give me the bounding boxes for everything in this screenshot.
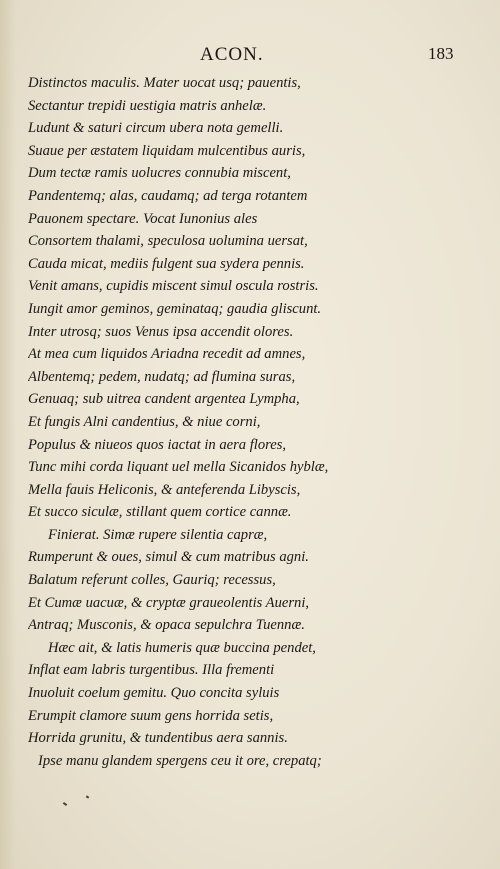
verse-line: Antraq; Musconis, & opaca sepulchra Tuennæ.	[28, 617, 305, 634]
ink-speck	[86, 795, 90, 798]
verse-line: Venit amans, cupidis miscent simul oscula rostris.	[28, 278, 319, 295]
verse-block	[28, 72, 490, 772]
page-number: 183	[428, 44, 454, 63]
verse-line: Et fungis Alni candentius, & niue corni,	[28, 413, 261, 430]
verse-line: Balatum referunt colles, Gauriq; recessus,	[28, 572, 276, 589]
verse-line: At mea cum liquidos Ariadna recedit ad amnes,	[28, 346, 306, 363]
verse-line: Inuoluit coelum gemitu. Quo concita syluis	[28, 685, 280, 702]
verse-line: Pandentemq; alas, caudamq; ad terga rotantem	[28, 187, 308, 204]
verse-line: Iungit amor geminos, geminataq; gaudia gliscunt.	[28, 300, 322, 317]
verse-line: Albentemq; pedem, nudatq; ad flumina suras,	[28, 368, 296, 385]
verse-line: Dum tectæ ramis uolucres connubia miscent,	[28, 165, 291, 182]
verse-line: Sectantur trepidi uestigia matris anhelæ.	[28, 97, 267, 114]
verse-line: Erumpit clamore suum gens horrida setis,	[28, 707, 274, 724]
verse-line: Finierat. Simæ rupere silentia capræ,	[48, 526, 268, 543]
verse-line: Suaue per æstatem liquidam mulcentibus auris,	[28, 142, 306, 159]
page-gutter-shadow	[0, 0, 16, 869]
verse-line: Consortem thalami, speculosa uolumina uersat,	[28, 233, 308, 250]
verse-line: Hæc ait, & latis humeris quæ buccina pendet,	[48, 639, 316, 656]
running-head: ACON.	[200, 44, 264, 65]
verse-line: Rumperunt & oues, simul & cum matribus agni.	[28, 549, 309, 566]
page-header	[0, 44, 500, 70]
verse-line: Distinctos maculis. Mater uocat usq; pauentis,	[28, 75, 301, 91]
verse-line: Populus & niueos quos iactat in aera flores,	[28, 436, 287, 453]
verse-line: Mella fauis Heliconis, & anteferenda Libyscis,	[28, 481, 301, 498]
verse-line: Horrida grunitu, & tundentibus aera sannis.	[28, 730, 288, 747]
verse-line: Ludunt & saturi circum ubera nota gemelli.	[28, 120, 284, 137]
verse-line: Inter utrosq; suos Venus ipsa accendit olores.	[28, 323, 294, 340]
verse-line: Ipse manu glandem spergens ceu it ore, crepatq;	[38, 752, 322, 769]
verse-line: Cauda micat, mediis fulgent sua sydera pennis.	[28, 255, 305, 272]
verse-line: Inflat eam labris turgentibus. Illa frementi	[28, 662, 275, 679]
verse-line: Pauonem spectare. Vocat Iunonius ales	[28, 210, 258, 227]
verse-line: Et Cumæ uacuæ, & cryptæ graueolentis Auerni,	[28, 594, 310, 611]
ink-speck	[63, 802, 67, 806]
verse-line: Genuaq; sub uitrea candent argentea Lympha,	[28, 391, 300, 408]
verse-line: Et succo siculæ, stillant quem cortice cannæ.	[28, 504, 292, 521]
verse-line: Tunc mihi corda liquant uel mella Sicanidos hyblæ,	[28, 459, 329, 476]
